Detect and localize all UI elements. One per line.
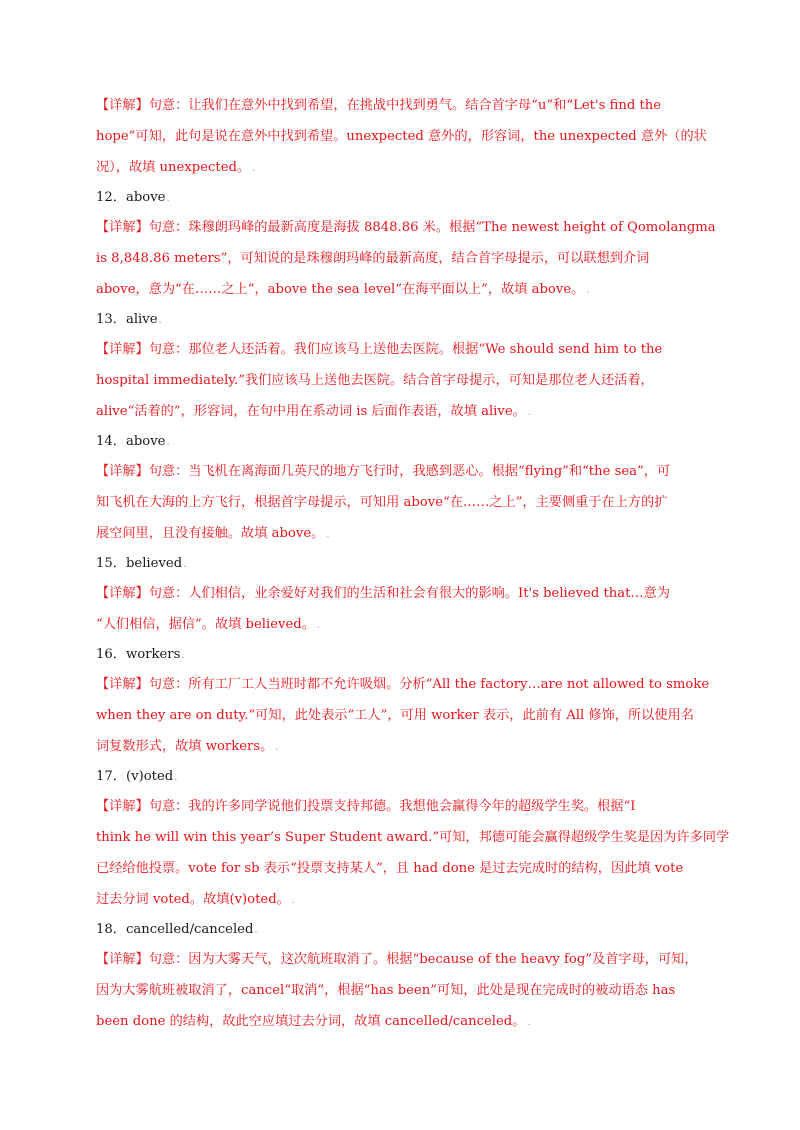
explanation-line: 展空间里，且没有接触。故填 above。 . [96,526,330,541]
explanation-line: 【详解】句意：因为大雾天气，这次航班取消了。根据“because of the heavy fog”及首字母，可知， [96,952,698,967]
explanation-line: think he will win this year’s Super Student award.”可知，邦德可能会赢得超级学生奖是因为许多同学 [96,830,730,845]
explanation-line: when they are on duty.”可知，此处表示“工人”，可用 worker 表示，此前有 All 修饰，所以使用名 [96,708,694,723]
explanation-line: 过去分词 voted。故填(v)oted。 . [96,892,296,907]
explanation-line: 【详解】句意：让我们在意外中找到希望，在挑战中找到勇气。结合首字母“u”和“Let's find the [96,98,662,113]
explanation-line: alive“活着的”，形容词，在句中用在系动词 is 后面作表语，故填 alive。 . [96,404,532,419]
explanation-line: 【详解】句意：珠穆朗玛峰的最新高度是海拔 8848.86 米。根据“The newest height of Qomolangma [96,220,716,235]
explanation-line: hope”可知，此句是说在意外中找到希望。unexpected 意外的，形容词，the unexpected 意外（的状 [96,129,707,144]
explanation-line: 【详解】句意：我的许多同学说他们投票支持邦德。我想他会赢得今年的超级学生奖。根据“I [96,799,636,814]
explanation-line: 知飞机在大海的上方飞行，根据首字母提示，可知用 above“在……之上”，主要侧重于在上方的扩 [96,495,668,510]
explanation-line: 【详解】句意：那位老人还活着。我们应该马上送他去医院。根据“We should send him to the [96,342,663,357]
explanation-line: hospital immediately.”我们应该马上送他去医院。结合首字母提示，可知是那位老人还活着， [96,373,654,388]
answer-number: 14．above. [96,434,170,449]
explanation-line: above，意为“在……之上”，above the sea level“在海平面以上”，故填 above。 . [96,282,590,297]
explanation-line: 词复数形式，故填 workers。 . [96,739,279,754]
answer-number: 12．above. [96,190,170,205]
explanation-line: 【详解】句意：所有工厂工人当班时都不允许吸烟。分析“All the factory…are not allowed to smoke [96,677,710,692]
explanation-line: been done 的结构，故此空应填过去分词，故填 cancelled/canceled。 . [96,1014,531,1029]
answer-number: 17．(v)oted. [96,769,178,784]
explanation-line: 因为大雾航班被取消了，cancel“取消”，根据“has been”可知，此处是现在完成时的被动语态 has [96,983,676,998]
answer-number: 13．alive. [96,312,162,327]
explanation-line: “人们相信，据信”。故填 believed。 . [96,617,321,632]
answer-number: 16．workers. [96,647,185,662]
explanation-line: 况），故填 unexpected。 . [96,160,256,175]
answer-number: 18．cancelled/canceled. [96,922,258,937]
explanation-line: 【详解】句意：人们相信，业余爱好对我们的生活和社会有很大的影响。It's believed that…意为 [96,586,670,601]
explanation-line: 【详解】句意：当飞机在离海面几英尺的地方飞行时，我感到恶心。根据“flying”和“the sea”，可 [96,464,671,479]
answer-number: 15．believed. [96,556,187,571]
explanation-line: is 8,848.86 meters”，可知说的是珠穆朗玛峰的最新高度，结合首字母提示，可以联想到介词 [96,251,650,266]
explanation-line: 已经给他投票。vote for sb 表示“投票支持某人”，且 had done 是过去完成时的结构，因此填 vote [96,861,684,876]
